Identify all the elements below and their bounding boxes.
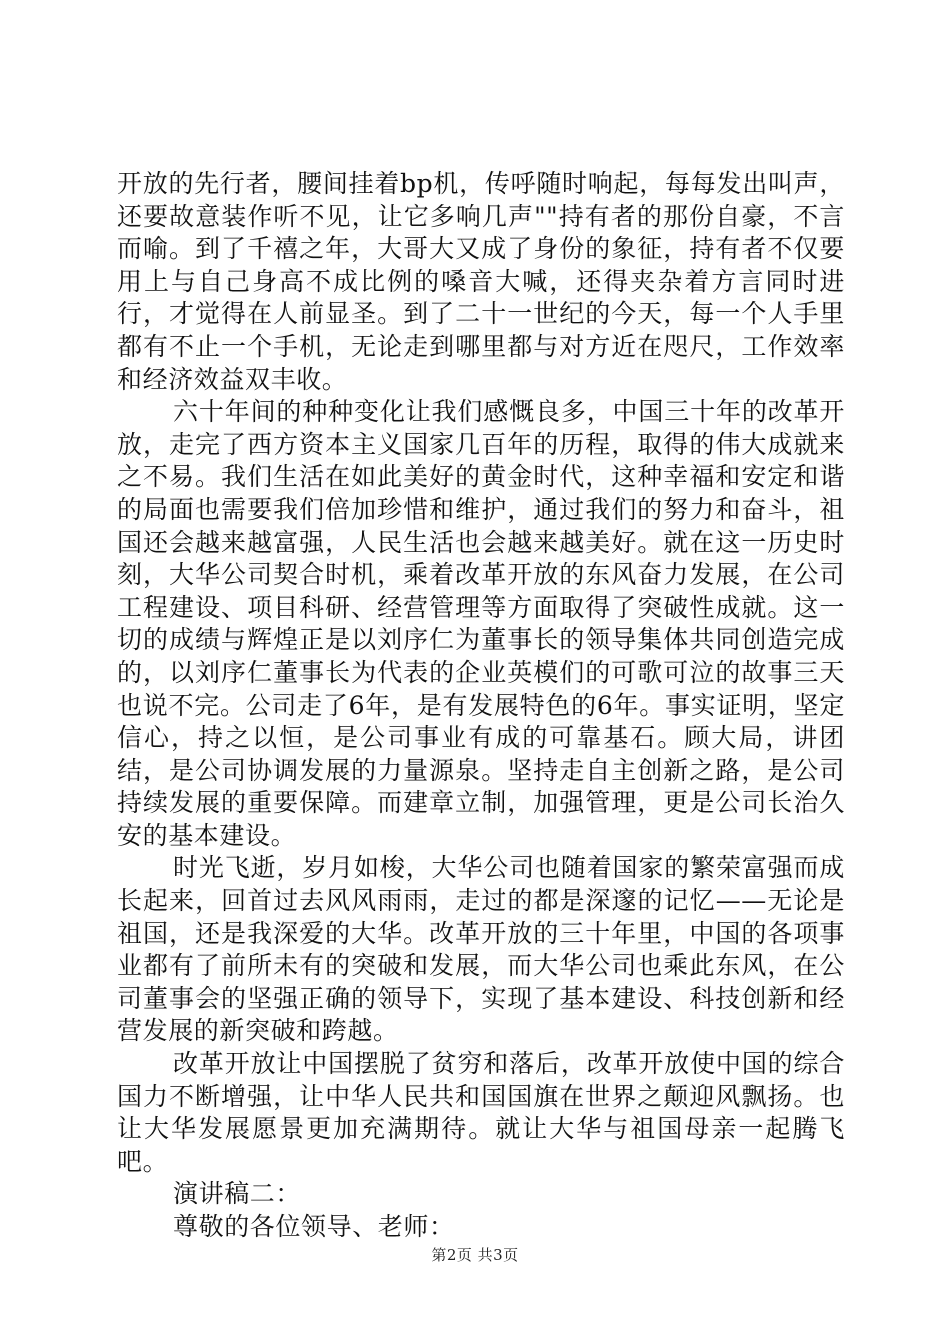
paragraph-continued: 开放的先行者，腰间挂着bp机，传呼随时响起，每每发出叫声，还要故意装作听不见，让它多响几声""持有者的那份自豪，不言而喻。到了千禧之年，大哥大又成了身份的象征，持有者不仅要用上与自己身高不成比例的嗓音大喊，还得夹杂着方言同时进行，才觉得在人前显圣。到了二十一世纪的今天，每一个人手里都有不止一个手机，无论走到哪里都与对方近在咫尺，工作效率和经济效益双丰收。 [117,169,845,394]
paragraph-reform: 改革开放让中国摆脱了贫穷和落后，改革开放使中国的综合国力不断增强，让中华人民共和国国旗在世界之颠迎风飘扬。也让大华发展愿景更加充满期待。就让大华与祖国母亲一起腾飞吧。 [117,1049,845,1176]
salutation: 尊敬的各位领导、老师： [173,1212,455,1241]
page-number-footer: 第2页 共3页 [431,1246,519,1264]
section-heading-speech-two: 演讲稿二： [173,1179,302,1209]
paragraph-changes: 六十年间的种种变化让我们感慨良多，中国三十年的改革开放，走完了西方资本主义国家几百年的历程，取得的伟大成就来之不易。我们生活在如此美好的黄金时代，这种幸福和安定和谐的局面也需要我们倍加珍惜和维护，通过我们的努力和奋斗，祖国还会越来越富强，人民生活也会越来越美好。就在这一历史时刻，大华公司契合时机，乘着改革开放的东风奋力发展，在公司工程建设、项目科研、经营管理等方面取得了突破性成就。这一切的成绩与辉煌正是以刘序仁为董事长的领导集体共同创造完成的，以刘序仁董事长为代表的企业英模们的可歌可泣的故事三天也说不完。公司走了6年，是有发展特色的6年。事实证明，坚定信心，持之以恒，是公司事业有成的可靠基石。顾大局，讲团结，是公司协调发展的力量源泉。坚持走自主创新之路，是公司持续发展的重要保障。而建章立制，加强管理，更是公司长治久安的基本建设。 [117,397,845,850]
document-body [117,168,845,1244]
paragraph-time-flies: 时光飞逝，岁月如梭，大华公司也随着国家的繁荣富强而成长起来，回首过去风风雨雨，走过的都是深邃的记忆——无论是祖国，还是我深爱的大华。改革开放的三十年里，中国的各项事业都有了前所未有的突破和发展，而大华公司也乘此东风，在公司董事会的坚强正确的领导下，实现了基本建设、科技创新和经营发展的新突破和跨越。 [117,853,845,1046]
